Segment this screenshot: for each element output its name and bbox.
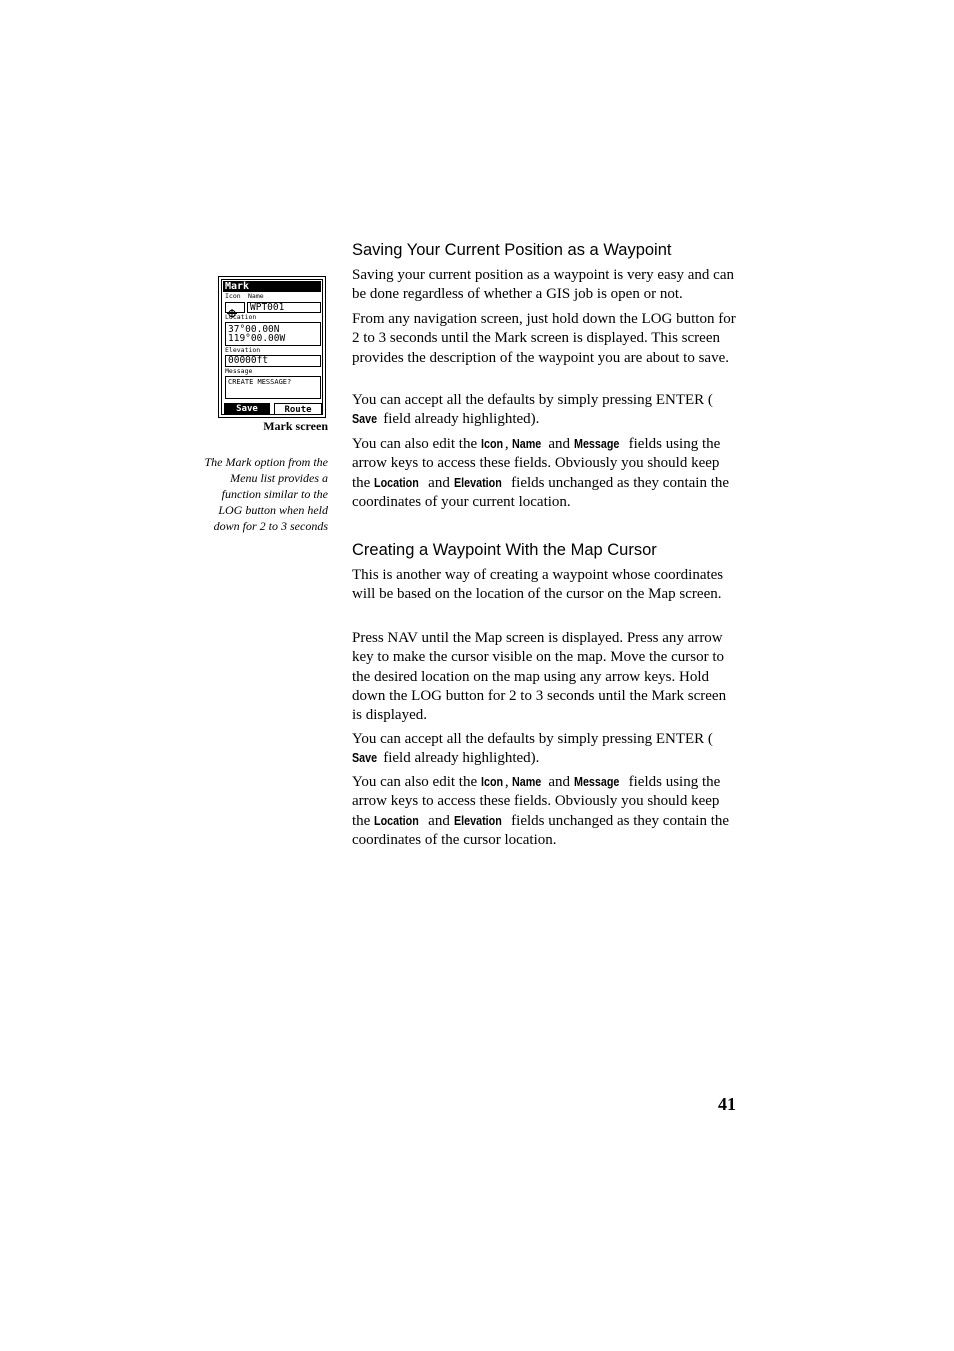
side-note: The Mark option from the Menu list provides a function similar to the LOG button when held down for 2 to 3 seconds (204, 455, 328, 533)
name-field-label: Name (248, 292, 264, 300)
keyword-save: Save (352, 412, 378, 427)
keyword-message: Message (573, 775, 620, 789)
keyword-save: Save (352, 751, 378, 766)
paragraph: Saving your current position as a waypoint is very easy and can be done regardless of whether a GIS job is open or not. (352, 267, 734, 303)
paragraph: You can also edit the Icon , Name and Message fields using the arrow keys to access these fields. Obviously you should keep the Location and Elevation fields unchanged as they contain the coordinates of the cursor location. (352, 774, 730, 848)
route-button: Route (274, 403, 322, 415)
name-field: WPT001 (247, 302, 321, 313)
message-field-label: Message (225, 367, 253, 375)
keyword-elevation: Elevation (453, 475, 502, 490)
location-field-label: Location (225, 313, 257, 321)
paragraph: You can also edit the Icon , Name and Message fields using the arrow keys to access these fields. Obviously you should keep the Location and Elevation fields unchanged as they contain the coordinates of your current location. (352, 436, 730, 510)
section-heading-map-cursor: Creating a Waypoint With the Map Cursor (352, 541, 657, 559)
keyword-icon: Icon (480, 775, 503, 789)
keyword-name: Name (512, 437, 542, 451)
save-button: Save (224, 403, 270, 415)
figure-caption: Mark screen (263, 419, 328, 433)
mark-screen-image (218, 276, 326, 418)
paragraph: Press NAV until the Map screen is displayed. Press any arrow key to make the cursor visible on the map. Move the cursor to the desired location on the map using any arrow keys. Hold down the LOG button for 2 to 3 seconds until the Mark screen is displayed. (352, 630, 727, 724)
elevation-field-label: Elevation (225, 346, 261, 354)
longitude-value: 119°00.00W (228, 333, 286, 344)
keyword-message: Message (573, 437, 620, 451)
paragraph: You can accept all the defaults by simply pressing ENTER (Save field already highlighted). (352, 391, 738, 430)
icon-field-label: Icon (225, 292, 241, 300)
keyword-icon: Icon (480, 437, 503, 451)
paragraph: This is another way of creating a waypoint whose coordinates will be based on the location of the cursor on the Map screen. (352, 567, 724, 603)
waypoint-icon-field (225, 302, 245, 313)
keyword-elevation: Elevation (453, 813, 502, 828)
mark-screen-frame (221, 279, 323, 415)
elevation-field: 00000ft (225, 355, 321, 367)
paragraph: You can accept all the defaults by simply pressing ENTER (Save field already highlighted). (352, 730, 738, 769)
mark-screen-title: Mark (223, 281, 321, 292)
paragraph: From any navigation screen, just hold down the LOG button for 2 to 3 seconds until the Mark screen is displayed. This screen provides the description of the waypoint you are about to save. (352, 311, 736, 366)
location-field (225, 322, 321, 346)
latitude-value: 37°00.00N (228, 324, 280, 335)
section-heading-saving: Saving Your Current Position as a Waypoint (352, 241, 672, 259)
keyword-location: Location (374, 813, 419, 828)
keyword-name: Name (512, 775, 542, 789)
keyword-location: Location (374, 475, 419, 490)
message-field: CREATE MESSAGE? (225, 376, 321, 399)
page-number: 41 (718, 1094, 736, 1114)
